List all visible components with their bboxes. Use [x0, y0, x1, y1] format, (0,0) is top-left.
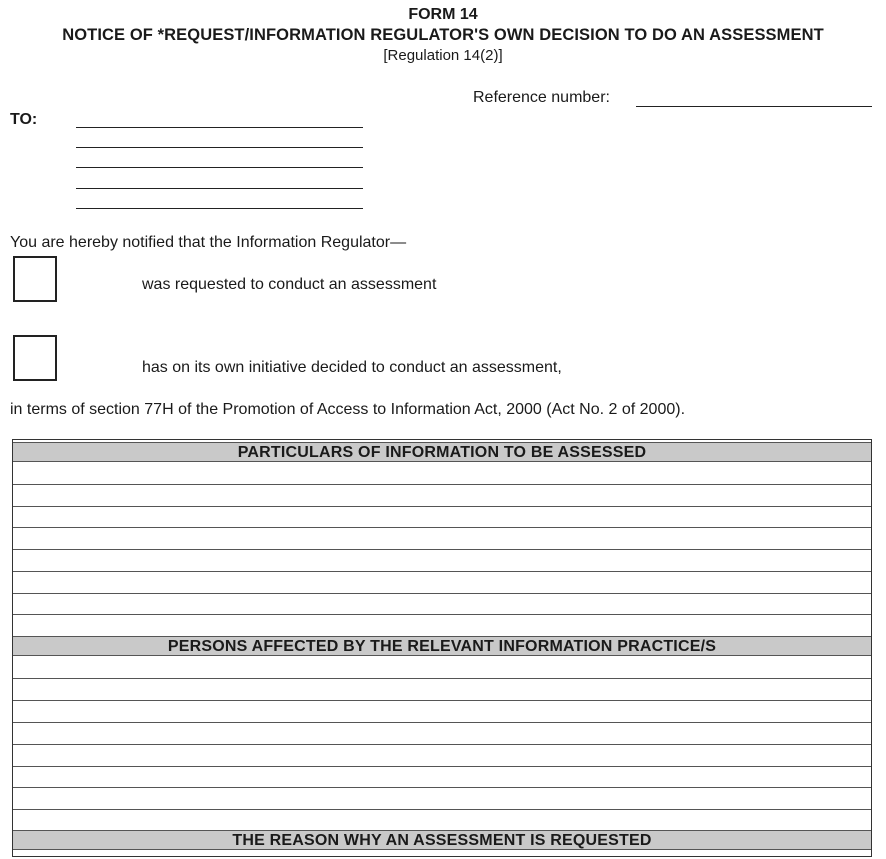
persons-affected-line[interactable]	[13, 722, 871, 723]
section-heading-reason: THE REASON WHY AN ASSESSMENT IS REQUESTED	[13, 830, 871, 850]
persons-affected-line[interactable]	[13, 700, 871, 701]
particulars-line[interactable]	[13, 614, 871, 615]
persons-affected-line[interactable]	[13, 678, 871, 679]
particulars-line[interactable]	[13, 484, 871, 485]
to-label: TO:	[10, 111, 38, 128]
addressee-line[interactable]	[76, 188, 363, 189]
requested-assessment-checkbox[interactable]	[13, 256, 57, 302]
form-title: NOTICE OF *REQUEST/INFORMATION REGULATOR'S OWN DECISION TO DO AN ASSESSMENT	[62, 26, 824, 44]
reference-number-label: Reference number:	[473, 89, 610, 106]
particulars-line[interactable]	[13, 571, 871, 572]
section-heading-particulars: PARTICULARS OF INFORMATION TO BE ASSESSED	[13, 442, 871, 462]
notice-intro: You are hereby notified that the Information Regulator—	[10, 234, 407, 251]
particulars-line[interactable]	[13, 549, 871, 550]
regulation-reference: [Regulation 14(2)]	[383, 47, 503, 64]
particulars-line[interactable]	[13, 527, 871, 528]
persons-affected-line[interactable]	[13, 766, 871, 767]
addressee-line[interactable]	[76, 147, 363, 148]
section-heading-persons-affected: PERSONS AFFECTED BY THE RELEVANT INFORMATION PRACTICE/S	[13, 636, 871, 656]
persons-affected-line[interactable]	[13, 809, 871, 810]
persons-affected-line[interactable]	[13, 744, 871, 745]
own-initiative-checkbox[interactable]	[13, 335, 57, 381]
form-number: FORM 14	[408, 6, 478, 23]
persons-affected-line[interactable]	[13, 787, 871, 788]
requested-assessment-label: was requested to conduct an assessment	[142, 276, 437, 293]
addressee-line[interactable]	[76, 127, 363, 128]
own-initiative-label: has on its own initiative decided to conduct an assessment,	[142, 359, 562, 376]
addressee-line[interactable]	[76, 167, 363, 168]
particulars-line[interactable]	[13, 593, 871, 594]
legal-basis-text: in terms of section 77H of the Promotion of Access to Information Act, 2000 (Act No. 2 of 2000).	[10, 401, 686, 418]
particulars-line[interactable]	[13, 506, 871, 507]
addressee-line[interactable]	[76, 208, 363, 209]
reference-number-field[interactable]	[636, 106, 872, 107]
assessment-details-table	[12, 439, 872, 857]
